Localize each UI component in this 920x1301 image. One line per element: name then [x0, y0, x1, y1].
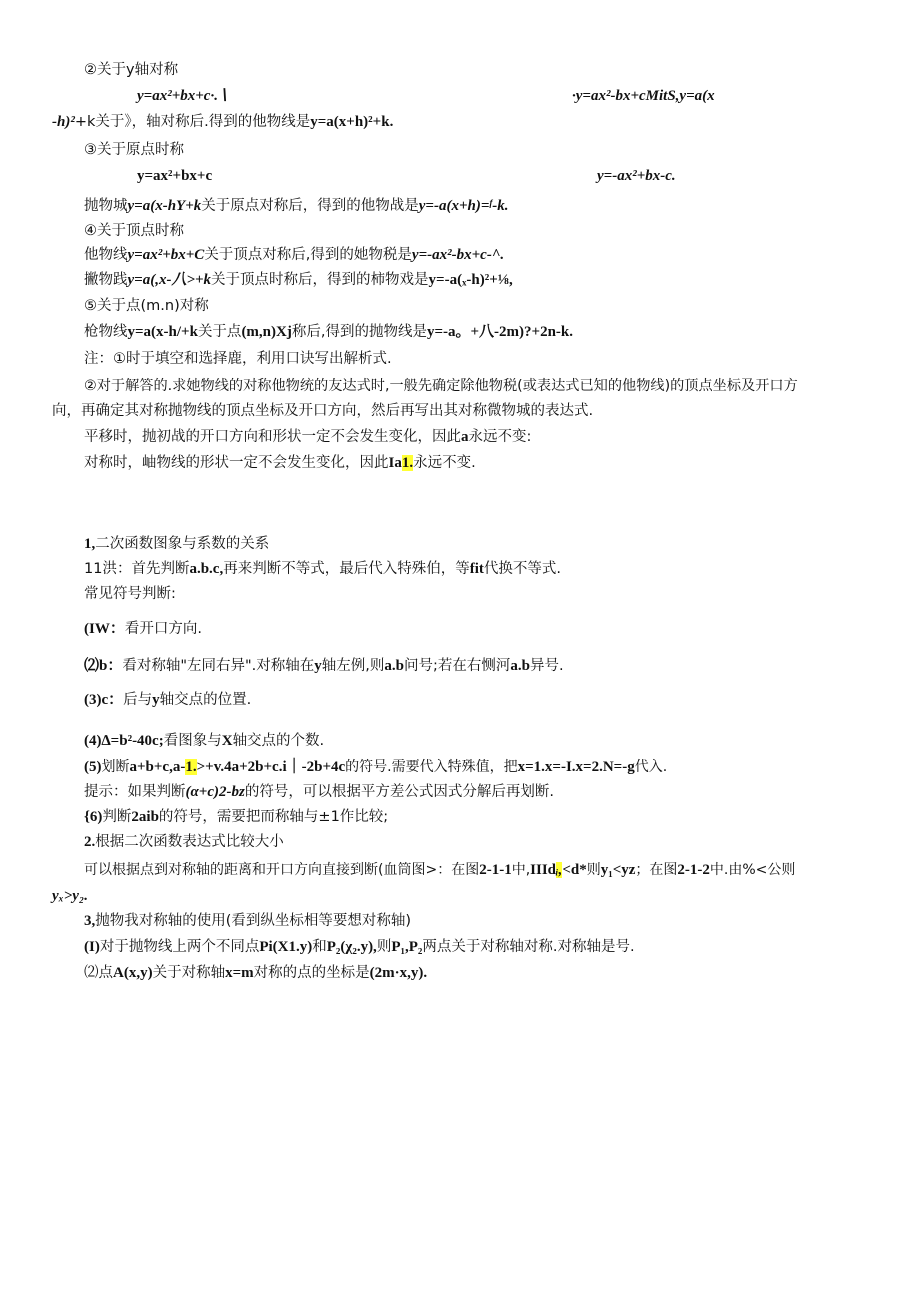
axis-2-formula-c: (2m·x,y). [369, 965, 428, 981]
text-vertex-1b: 关于顶点对称后,得到的她物税是 [204, 247, 412, 263]
compare-formula-a: 2-1-1 [479, 862, 512, 878]
item-5-formula-a: a+b+c,a- [129, 759, 186, 775]
formula-point-b: (m,n)Xj [241, 324, 292, 340]
axis-1-formula-a: Pi(X1.y) [259, 939, 313, 955]
item-4 [84, 731, 324, 751]
text-vertex-1a: 他物线 [84, 247, 128, 263]
axis-2-formula-b: x=m [225, 965, 254, 981]
item-5-text-b: 的符号.需要代入特殊值，把 [345, 759, 518, 775]
formula-origin-b: y=-a(x+h)=ᶠ-k. [418, 198, 509, 214]
item-3-text-a: 后与 [123, 692, 153, 708]
axis-1-text-a: 对于抛物线上两个不同点 [99, 939, 260, 955]
item-2-text-d: 异号. [529, 658, 564, 674]
common-signs-heading: 常见符号判断: [84, 586, 176, 602]
text-point-c: 称后,得到的抛物线是 [291, 324, 427, 340]
note-2-line1: ②对于解答的.求她物线的对称他物统的友达式时,一般先确定除他物税(或表达式已知的他物线)的顶点坐标及开口方 [84, 378, 798, 394]
compare-formula-c: <d* [562, 862, 587, 878]
text-vertex-2b: 关于顶点时称后，得到的柿物戏是 [211, 272, 429, 288]
note-label: 注： [84, 351, 113, 367]
section-3-text: 抛物我对称轴的使用(看到纵坐标相等要想对称轴) [95, 913, 412, 929]
line-method [84, 559, 561, 579]
line-y-axis-result [52, 112, 393, 132]
line-point-result [84, 322, 573, 342]
heading-origin-symmetry: ③关于原点时称 [84, 142, 184, 158]
formula-y-axis-result: y=a(x+h)²+k. [310, 114, 394, 130]
item-5-text-a: 划断 [101, 759, 130, 775]
axis-1-text-d: 两点关于对称轴对称.对称轴是号. [422, 939, 635, 955]
item-4-label: (4) [84, 733, 102, 749]
compare-line-2: yₓ>y₂. [52, 888, 88, 904]
item-2-formula-a: y [314, 658, 322, 674]
heading-point-symmetry: ⑤关于点(m.n)对称 [84, 298, 209, 314]
note-1 [84, 349, 392, 369]
formula-vertex-1a: y=ax²+bx+C [127, 247, 205, 263]
compare-text-d: ；在图 [635, 862, 678, 878]
formula-y-axis-left: y=ax²+bx+c·.∖ [137, 88, 228, 104]
formula-vertex-2b: y=-a(ₓ-h)²+⅛, [428, 272, 513, 288]
compare-formula-e: 2-1-2 [677, 862, 710, 878]
item-5 [84, 757, 667, 777]
formula-y-axis-right: ·y=ax²-bx+cMitS,y=a(x [572, 88, 715, 104]
item-2-text-a: 看对称轴"左同右异".对称轴在 [122, 658, 315, 674]
formula-y-axis-h: -h)² [52, 114, 75, 130]
item-4-formula: ∆=b²-40c; [101, 733, 164, 749]
item-2-formula-c: a.b [510, 658, 530, 674]
item-5-text-c: 代入. [634, 759, 668, 775]
item-5-formula-c: x=1.x=-I.x=2.N=-g [517, 759, 635, 775]
compare-formula-b: IIId [530, 862, 557, 878]
compare-text-a: 可以根据点到对称轴的距离和开口方向直接到断(血筒图>：在图 [84, 862, 480, 878]
line-vertex-2 [84, 270, 513, 290]
section-title-3 [84, 911, 411, 931]
compare-highlight: ᵢ, [556, 862, 563, 878]
axis-item-1 [84, 937, 635, 957]
text-point-a: 枪物线 [84, 324, 128, 340]
hint-line [84, 782, 554, 802]
formula-point-c: y=-a。+八-2m)?+2n-k. [426, 324, 574, 340]
translate-formula: a [461, 429, 469, 445]
item-4-text-a: 看图象与 [163, 733, 222, 749]
section-title-2 [84, 832, 284, 852]
symmetry-text-b: 永远不变. [413, 455, 476, 471]
heading-y-axis-symmetry: ②关于y轴对称 [84, 62, 179, 78]
method-text-c: 代换不等式. [483, 561, 561, 577]
item-2 [84, 656, 564, 676]
axis-1-formula-c: P₁,P₂ [391, 939, 423, 955]
text-origin-b: 关于原点对称后，得到的他物战是 [201, 198, 419, 214]
item-6-text-b: 的符号，需要把而称轴与±1作比较; [158, 809, 389, 825]
translate-text-a: 平移时，抛初战的开口方向和形状一定不会发生变化，因此 [84, 429, 461, 445]
axis-1-text-c: 则 [376, 939, 392, 955]
axis-1-formula-b: P₂(χ₂.y), [326, 939, 377, 955]
item-3 [84, 690, 251, 710]
note-1-text: ①时于填空和选择鹿，利用口诀写出解析式. [113, 351, 392, 367]
item-1-text: 看开口方向. [124, 621, 202, 637]
translate-note [84, 427, 531, 447]
item-5-highlight: 1. [185, 759, 197, 775]
item-4-text-b: 轴交点的个数. [232, 733, 325, 749]
symmetry-highlight: 1. [401, 455, 414, 471]
section-2-text: 根据二次函数表达式比较大小 [95, 834, 284, 850]
axis-1-label: (I) [84, 939, 100, 955]
axis-2-text-c: 对称的点的坐标是 [253, 965, 370, 981]
method-formula-b: fit [469, 561, 484, 577]
hint-formula: (α+c)2-bz [185, 784, 245, 800]
axis-item-2 [84, 963, 427, 983]
axis-2-label: ⑵ [84, 965, 99, 981]
formula-vertex-2a: y=a(,x-八>+k [127, 272, 212, 288]
axis-1-text-b: 和 [312, 939, 327, 955]
method-text-a: 11洪：首先判断 [84, 561, 190, 577]
section-3-number: 3, [84, 913, 96, 929]
item-2-label: ⑵b： [84, 658, 123, 674]
compare-text-b: 中, [511, 862, 531, 878]
compare-line [84, 860, 795, 880]
heading-vertex-symmetry: ④关于顶点时称 [84, 223, 184, 239]
axis-2-text-b: 关于对称轴 [152, 965, 226, 981]
method-text-b: 再来判断不等式，最后代入特殊伯，等 [223, 561, 470, 577]
item-2-text-c: 问号;若在右恻河 [404, 658, 511, 674]
hint-text-a: 提示：如果判断 [84, 784, 186, 800]
axis-2-text-a: 点 [98, 965, 113, 981]
method-formula-a: a.b.c, [189, 561, 224, 577]
item-5-label: (5) [84, 759, 102, 775]
formula-point-a: y=a(x-h/+k [127, 324, 198, 340]
text-vertex-2a: 撇物践 [84, 272, 128, 288]
item-6 [84, 807, 388, 827]
symmetry-note [84, 453, 476, 473]
section-1-text: 二次函数图象与系数的关系 [95, 536, 270, 552]
compare-formula-d: y₁<yz [600, 862, 636, 878]
item-3-text-b: 轴交点的位置. [159, 692, 252, 708]
compare-text-c: 则 [586, 862, 601, 878]
section-2-number: 2. [84, 834, 96, 850]
formula-vertex-1b: y=-ax²-bx+c-^. [411, 247, 505, 263]
item-1-label: (IW： [84, 621, 125, 637]
item-1 [84, 619, 202, 639]
item-4-formula-b: X [221, 733, 233, 749]
axis-2-formula-a: A(x,y) [113, 965, 153, 981]
symmetry-formula: Ia [388, 455, 402, 471]
item-3-formula: y [152, 692, 160, 708]
item-3-label: (3)c： [84, 692, 124, 708]
note-2-line2: 向，再确定其对称抛物线的顶点坐标及开口方向，然后再写出其对称微物城的表达式. [52, 403, 594, 419]
translate-text-b: 永远不变: [468, 429, 532, 445]
compare-text-e: 中.由%<公则 [709, 862, 796, 878]
line-origin-result [84, 196, 508, 216]
item-6-label: {6) [84, 809, 103, 825]
text-origin-a: 抛物城 [84, 198, 128, 214]
item-5-formula-b: >+v.4a+2b+c.i｜-2b+4c [196, 759, 346, 775]
hint-text-b: 的符号，可以根据平方差公式因式分解后再划断. [244, 784, 554, 800]
section-title-1 [84, 534, 269, 554]
symmetry-text-a: 对称时，岫物线的形状一定不会发生变化，因此 [84, 455, 389, 471]
text-point-b: 关于点 [197, 324, 242, 340]
formula-origin-right: y=-ax²+bx-c. [597, 168, 676, 184]
item-6-formula: 2aib [131, 809, 159, 825]
item-6-text-a: 判断 [102, 809, 132, 825]
section-1-number: 1, [84, 536, 96, 552]
item-2-text-b: 轴左例,则 [321, 658, 385, 674]
line-vertex-1 [84, 245, 504, 265]
formula-origin-left: y=ax²+bx+c [137, 168, 213, 184]
text-y-axis-result: +k关于》，轴对称后.得到的他物线是 [74, 114, 311, 130]
item-2-formula-b: a.b [384, 658, 404, 674]
formula-origin-a: y=a(x-hY+k [127, 198, 202, 214]
